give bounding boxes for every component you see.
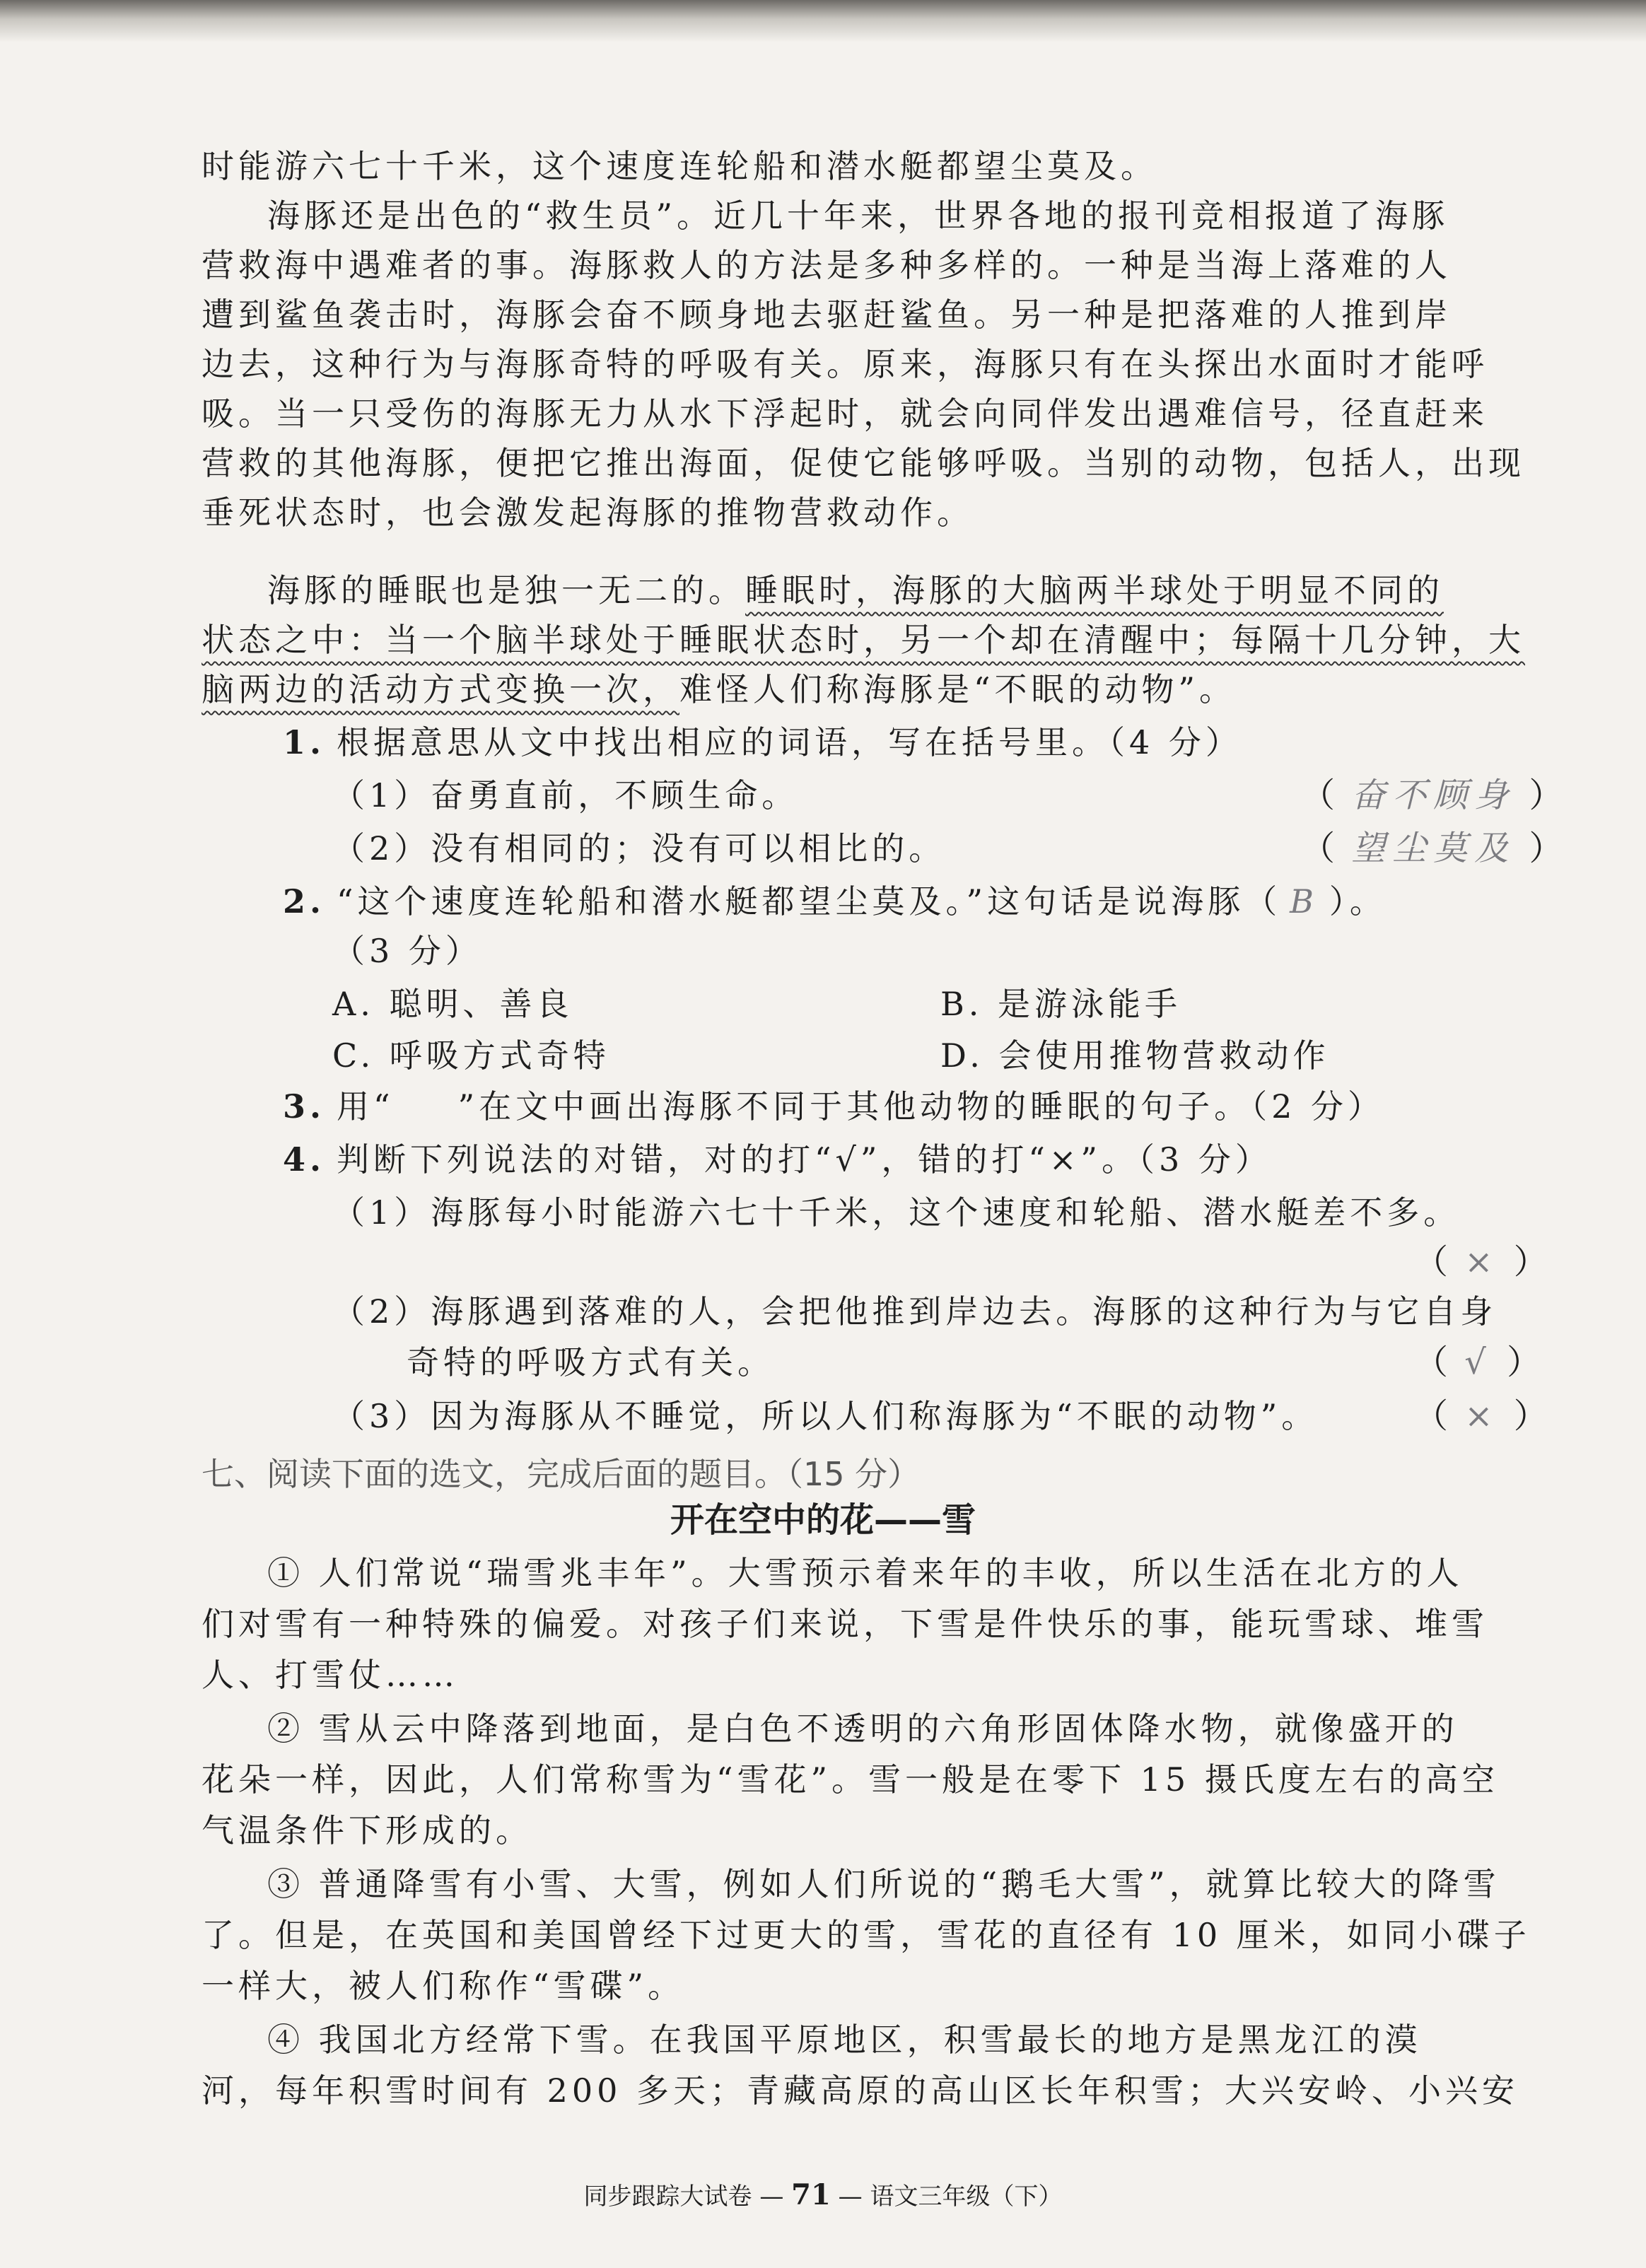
underlined-sentence: 睡眠时，海豚的大脑两半球处于明显不同的 [745, 571, 1444, 609]
underlined-sentence: 状态之中：当一个脑半球处于睡眠状态时，另一个却在清醒中；每隔十几分钟，大 [202, 621, 1525, 659]
passage-line [202, 665, 1545, 714]
question-text: 判断下列说法的对错，对的打“√”，错的打“×”。（3 分） [337, 1140, 1272, 1179]
passage-line: 时能游六七十千米，这个速度连轮船和潜水艇都望尘莫及。 [202, 147, 1157, 185]
article-title: 开在空中的花——雪 [670, 1500, 976, 1540]
article-line: 河，每年积雪时间有 200 多天；青藏高原的高山区长年积雪；大兴安岭、小兴安 [202, 2071, 1519, 2110]
passage-line [267, 566, 1611, 615]
passage-line: 边去，这种行为与海豚奇特的呼吸有关。原来，海豚只有在头探出水面时才能呼 [202, 345, 1488, 383]
footer-subject: — 语文三年级（下） [838, 2182, 1063, 2211]
question-4 [283, 1135, 1626, 1184]
answer-box: （ 望尘莫及 ） [1301, 829, 1566, 868]
passage-line: 遭到鲨鱼袭击时，海豚会奋不顾身地去驱赶鲨鱼。另一种是把落难的人推到岸 [202, 296, 1452, 334]
handwritten-mark: × [1464, 1396, 1500, 1436]
article-line: 花朵一样，因此，人们常称雪为“雪花”。雪一般是在零下 15 摄氏度左右的高空 [202, 1760, 1499, 1799]
answer-box: （ √ ） [1414, 1343, 1544, 1382]
question-4-item: 奇特的呼吸方式有关。 [407, 1343, 774, 1381]
question-text: ”在文中画出海豚不同于其他动物的睡眠的句子。（2 分） [457, 1087, 1384, 1126]
answer-box: （ × ） [1414, 1242, 1551, 1282]
handwritten-mark: √ [1464, 1343, 1493, 1382]
question-number: 2. [283, 882, 326, 920]
passage-line: 营救的其他海豚，便把它推出海面，促使它能够呼吸。当别的动物，包括人，出现 [202, 444, 1525, 482]
article-line: ④ 我国北方经常下雪。在我国平原地区，积雪最长的地方是黑龙江的漠 [267, 2021, 1422, 2059]
option-b: B. 是游泳能手 [940, 985, 1182, 1023]
question-1-item: （2）没有相同的；没有可以相比的。 [332, 829, 946, 867]
article-line: 们对雪有一种特殊的偏爱。对孩子们来说，下雪是件快乐的事，能玩雪球、堆雪 [202, 1605, 1488, 1643]
handwritten-answer: B [1290, 882, 1321, 920]
question-number: 3. [283, 1087, 326, 1126]
question-1 [283, 718, 1626, 767]
passage-line: 营救海中遇难者的事。海豚救人的方法是多种多样的。一种是当海上落难的人 [202, 246, 1452, 284]
article-line: ① 人们常说“瑞雪兆丰年”。大雪预示着来年的丰收，所以生活在北方的人 [267, 1554, 1464, 1592]
question-4-item: （1）海豚每小时能游六七十千米，这个速度和轮船、潜水艇差不多。 [332, 1193, 1461, 1232]
handwritten-answer: 望尘莫及 [1351, 829, 1516, 868]
article-line: 气温条件下形成的。 [202, 1811, 532, 1849]
question-2 [283, 877, 1626, 926]
article-line: 人、打雪仗…… [202, 1656, 459, 1694]
article-line: 一样大，被人们称作“雪碟”。 [202, 1967, 685, 2005]
question-number: 4. [283, 1140, 326, 1179]
question-number: 1. [283, 723, 326, 761]
question-4-item: （2）海豚遇到落难的人，会把他推到岸边去。海豚的这种行为与它自身 [332, 1292, 1498, 1331]
answer-box: （ 奋不顾身 ） [1301, 776, 1566, 815]
passage-line [202, 615, 1545, 665]
article-line: ③ 普通降雪有小雪、大雪，例如人们所说的“鹅毛大雪”，就算比较大的降雪 [267, 1865, 1500, 1903]
passage-line: 吸。当一只受伤的海豚无力从水下浮起时，就会向同伴发出遇难信号，径直赶来 [202, 394, 1488, 433]
option-d: D. 会使用推物营救动作 [940, 1036, 1330, 1075]
question-4-item: （3）因为海豚从不睡觉，所以人们称海豚为“不眠的动物”。 [332, 1397, 1319, 1435]
section-title: 七、阅读下面的选文，完成后面的题目。（15 分） [202, 1455, 921, 1493]
page-number: 71 [791, 2178, 831, 2211]
passage-line: 海豚还是出色的“救生员”。近几十年来，世界各地的报刊竞相报道了海豚 [267, 197, 1449, 235]
option-c: C. 呼吸方式奇特 [332, 1036, 610, 1075]
article-line: ② 雪从云中降落到地面，是白色不透明的六角形固体降水物，就像盛开的 [267, 1709, 1459, 1748]
handwritten-answer: 奋不顾身 [1351, 776, 1516, 815]
passage-text: 难怪人们称海豚是“不眠的动物”。 [679, 670, 1237, 708]
question-text: 根据意思从文中找出相应的词语，写在括号里。（4 分） [337, 723, 1242, 761]
underlined-sentence: 脑两边的活动方式变换一次， [202, 670, 679, 708]
page-footer [0, 2178, 1646, 2214]
question-1-item: （1）奋勇直前，不顾生命。 [332, 776, 799, 814]
page-top-shadow [0, 0, 1646, 42]
question-3 [283, 1082, 1626, 1131]
question-text: “这个速度连轮船和潜水艇都望尘莫及。”这句话是说海豚（ [337, 882, 1282, 920]
handwritten-mark: × [1464, 1242, 1500, 1282]
wavy-line-sample [395, 1082, 458, 1131]
question-text: 用“ [337, 1087, 395, 1126]
question-score: （3 分） [332, 932, 482, 970]
passage-text: 海豚的睡眠也是独一无二的。 [267, 571, 745, 609]
passage-line: 垂死状态时，也会激发起海豚的推物营救动作。 [202, 493, 974, 532]
article-line: 了。但是，在英国和美国曾经下过更大的雪，雪花的直径有 10 厘米，如同小碟子 [202, 1916, 1531, 1954]
footer-book-title: 同步跟踪大试卷 — [583, 2182, 784, 2211]
question-text: ）。 [1329, 882, 1387, 920]
answer-box: （ × ） [1414, 1396, 1551, 1436]
option-a: A. 聪明、善良 [332, 985, 573, 1023]
